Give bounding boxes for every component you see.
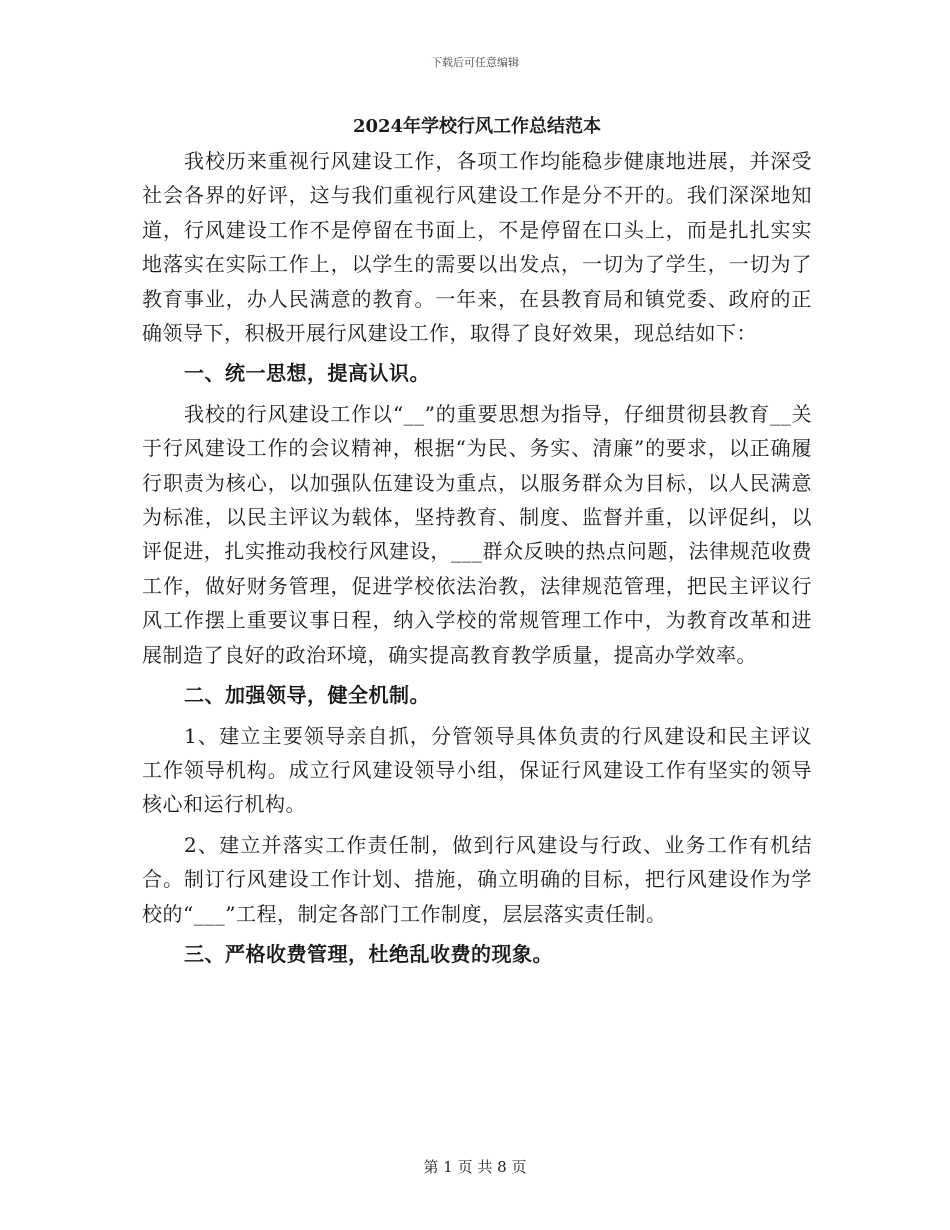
section-2-item-1: 1、建立主要领导亲自抓，分管领导具体负责的行风建设和民主评议工作领导机构。成立行风建设领导小组，保证行风建设工作有坚实的领导核心和运行机构。 [142, 723, 812, 817]
page-footer: 第 1 页 共 8 页 [423, 1158, 527, 1176]
section-heading-1: 一、统一思想，提高认识。 [184, 361, 430, 386]
header-note: 下载后可任意编辑 [431, 56, 519, 69]
document-body [142, 112, 812, 971]
section-heading-2: 二、加强领导，健全机制。 [184, 683, 430, 708]
document-title: 2024年学校行风工作总结范本 [352, 116, 602, 137]
section-heading-3: 三、严格收费管理，杜绝乱收费的现象。 [184, 941, 553, 966]
section-1-paragraph: 我校的行风建设工作以“__”的重要思想为指导，仔细贯彻县教育__关于行风建设工作的会议精神，根据“为民、务实、清廉”的要求，以正确履行职责为核心，以加强队伍建设为重点，以服务群众为目标，以人民满意为标准，以民主评议为载体，坚持教育、制度、监督并重，以评促纠，以评促进，扎实推动我校行风建设，___群众反映的热点问题，法律规范收费工作，做好财务管理，促进学校依法治教，法律规范管理，把民主评议行风工作摆上重要议事日程，纳入学校的常规管理工作中，为教育改革和进展制造了良好的政治环境，确实提高教育教学质量，提高办学效率。 [142, 401, 812, 667]
intro-paragraph: 我校历来重视行风建设工作，各项工作均能稳步健康地进展，并深受社会各界的好评，这与我们重视行风建设工作是分不开的。我们深深地知道，行风建设工作不是停留在书面上，不是停留在口头上，而是扎扎实实地落实在实际工作上，以学生的需要以出发点，一切为了学生，一切为了教育事业，办人民满意的教育。一年来，在县教育局和镇党委、政府的正确领导下，积极开展行风建设工作，取得了良好效果，现总结如下： [142, 149, 812, 346]
section-2-item-2: 2、建立并落实工作责任制，做到行风建设与行政、业务工作有机结合。制订行风建设工作计划、措施，确立明确的目标，把行风建设作为学校的“___”工程，制定各部门工作制度，层层落实责任制。 [142, 832, 812, 926]
